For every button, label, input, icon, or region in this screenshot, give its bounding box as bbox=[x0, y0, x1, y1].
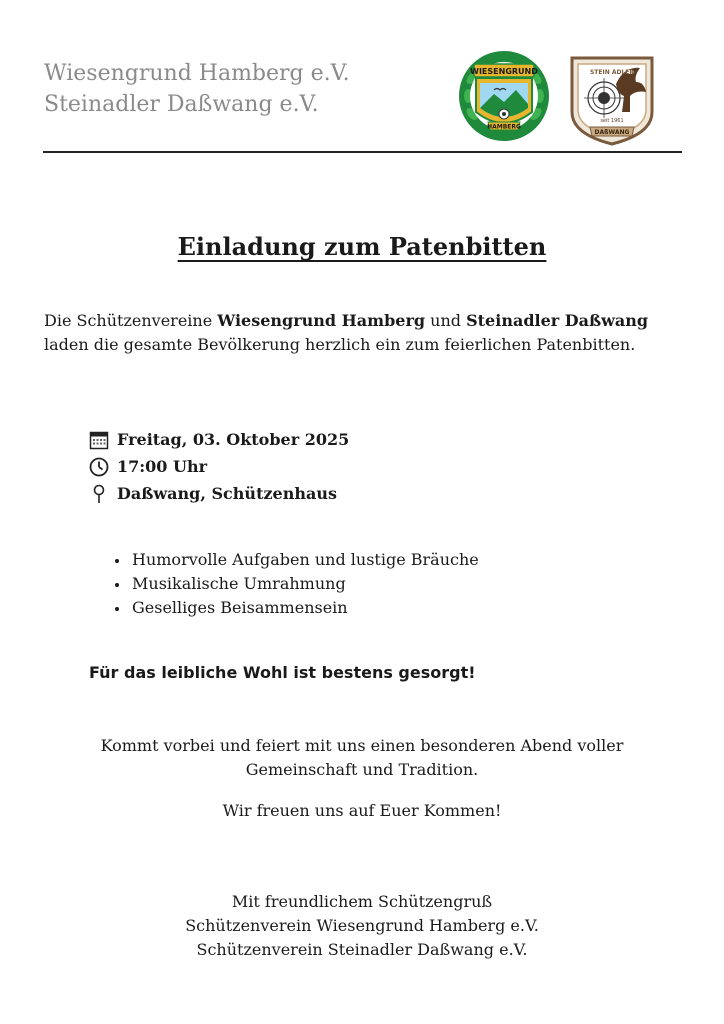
intro-text-1: Die Schützenvereine bbox=[44, 311, 218, 330]
closing-line-1: Kommt vorbei und feiert mit uns einen besonderen Abend voller bbox=[100, 736, 624, 755]
header-club-1: Wiesengrund Hamberg e.V. bbox=[44, 61, 350, 86]
signature-block bbox=[0, 890, 724, 962]
signature-greeting: Mit freundlichem Schützengruß bbox=[231, 892, 493, 911]
page-title: Einladung zum Patenbitten bbox=[177, 232, 547, 261]
event-date-text: Freitag, 03. Oktober 2025 bbox=[117, 430, 350, 449]
list-item bbox=[112, 596, 479, 620]
event-location-text: Daßwang, Schützenhaus bbox=[117, 484, 337, 503]
program-list bbox=[112, 548, 479, 620]
intro-text-2: und bbox=[425, 311, 467, 330]
wiesengrund-hamberg-logo bbox=[458, 50, 550, 142]
list-item bbox=[112, 572, 479, 596]
catering-note: Für das leibliche Wohl ist bestens gesorgt! bbox=[89, 663, 476, 682]
bullet-icon bbox=[115, 559, 119, 563]
intro-club-1: Wiesengrund Hamberg bbox=[217, 311, 426, 330]
clock-icon bbox=[89, 457, 109, 477]
closing-welcome: Wir freuen uns auf Euer Kommen! bbox=[222, 801, 502, 820]
list-item bbox=[112, 548, 479, 572]
intro-club-2: Steinadler Daßwang bbox=[466, 311, 649, 330]
event-date bbox=[89, 426, 349, 453]
signature-club-2: Schützenverein Steinadler Daßwang e.V. bbox=[196, 940, 528, 959]
program-item-text: Geselliges Beisammensein bbox=[132, 598, 348, 617]
logo2-bottom-text: DAßWANG bbox=[594, 129, 630, 136]
header-club-names bbox=[44, 58, 350, 120]
program-item-text: Humorvolle Aufgaben und lustige Bräuche bbox=[132, 550, 479, 569]
closing-line-2: Gemeinschaft und Tradition. bbox=[245, 760, 479, 779]
event-location bbox=[89, 480, 349, 507]
bullet-icon bbox=[115, 607, 119, 611]
header-club-2: Steinadler Daßwang e.V. bbox=[44, 92, 319, 117]
header-divider bbox=[43, 151, 682, 153]
logo1-bottom-text: HAMBERG bbox=[487, 123, 521, 131]
event-time-text: 17:00 Uhr bbox=[117, 457, 208, 476]
intro-line-1 bbox=[44, 309, 648, 333]
bullet-icon bbox=[115, 583, 119, 587]
logo2-top-text: STEIN ADLER bbox=[589, 69, 635, 76]
intro-line-2: laden die gesamte Bevölkerung herzlich ein zum feierlichen Patenbitten. bbox=[44, 335, 636, 354]
logo1-top-text: WIESENGRUND bbox=[470, 67, 538, 76]
pin-icon bbox=[89, 484, 109, 504]
signature-club-1: Schützenverein Wiesengrund Hamberg e.V. bbox=[185, 916, 539, 935]
event-time bbox=[89, 453, 349, 480]
closing-paragraph bbox=[0, 734, 724, 782]
event-details bbox=[89, 426, 349, 507]
intro-paragraph bbox=[44, 309, 648, 357]
calendar-icon bbox=[89, 430, 109, 450]
program-item-text: Musikalische Umrahmung bbox=[132, 574, 346, 593]
steinadler-dasswang-logo bbox=[564, 50, 660, 146]
logo2-badge-text: seit 1961 bbox=[600, 118, 624, 124]
